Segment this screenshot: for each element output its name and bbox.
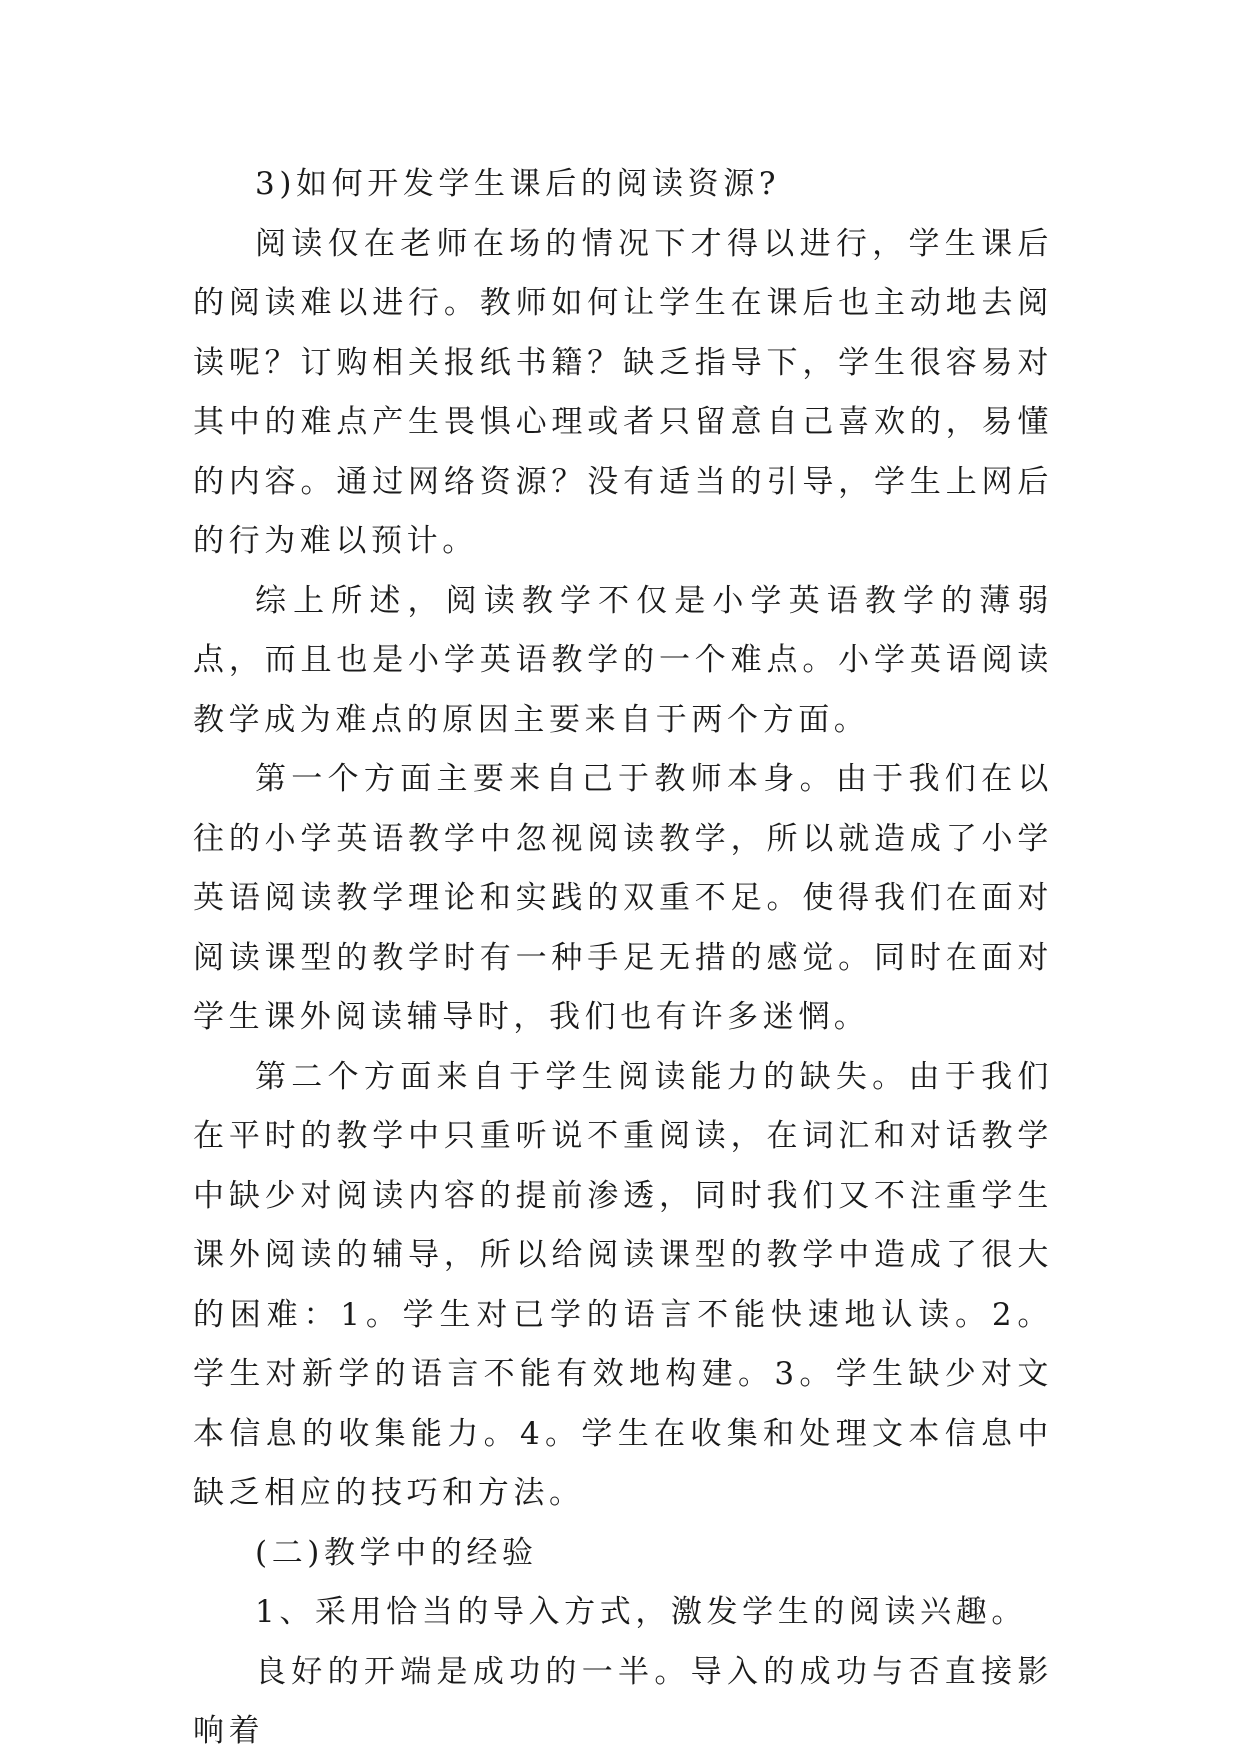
question-heading: 3)如何开发学生课后的阅读资源? — [255, 166, 781, 202]
document-body — [193, 155, 1053, 1762]
paragraph: 综上所述，阅读教学不仅是小学英语教学的薄弱点，而且也是小学英语教学的一个难点。小学英语阅读教学成为难点的原因主要来自于两个方面。 — [193, 582, 1053, 738]
section-heading: (二)教学中的经验 — [255, 1534, 538, 1571]
subsection-heading: 1、采用恰当的导入方式，激发学生的阅读兴趣。 — [255, 1594, 1027, 1630]
paragraph: 良好的开端是成功的一半。导入的成功与否直接影响着 — [193, 1653, 1053, 1749]
paragraph: 第一个方面主要来自己于教师本身。由于我们在以往的小学英语教学中忽视阅读教学，所以就造成了小学英语阅读教学理论和实践的双重不足。使得我们在面对阅读课型的教学时有一种手足无措的感觉。同时在面对学生课外阅读辅导时，我们也有许多迷惘。 — [193, 761, 1053, 1035]
paragraph: 阅读仅在老师在场的情况下才得以进行，学生课后的阅读难以进行。教师如何让学生在课后也主动地去阅读呢？订购相关报纸书籍？缺乏指导下，学生很容易对其中的难点产生畏惧心理或者只留意自己喜欢的，易懂的内容。通过网络资源？没有适当的引导，学生上网后的行为难以预计。 — [193, 225, 1053, 559]
paragraph: 第二个方面来自于学生阅读能力的缺失。由于我们在平时的教学中只重听说不重阅读，在词汇和对话教学中缺少对阅读内容的提前渗透，同时我们又不注重学生课外阅读的辅导，所以给阅读课型的教学中造成了很大的困难：1。学生对已学的语言不能快速地认读。2。学生对新学的语言不能有效地构建。3。学生缺少对文本信息的收集能力。4。学生在收集和处理文本信息中缺乏相应的技巧和方法。 — [193, 1058, 1053, 1511]
